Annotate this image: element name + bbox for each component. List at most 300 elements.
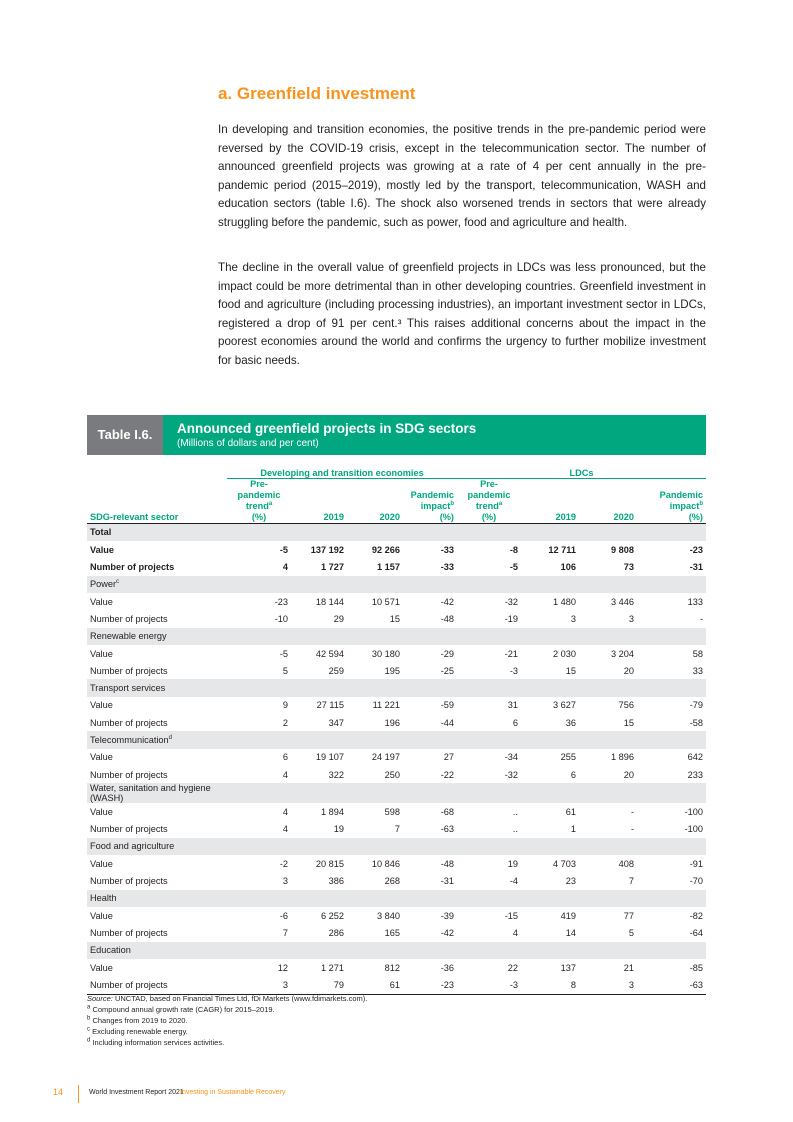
table-cell: 15	[623, 717, 634, 728]
table-cell	[347, 679, 403, 696]
table-cell	[521, 628, 579, 645]
table-cell	[347, 783, 403, 803]
table-row	[87, 907, 706, 924]
table-cell	[579, 942, 637, 959]
table-cell: 7	[394, 824, 400, 835]
table-cell: 30 180	[371, 648, 400, 659]
table-cell: -2	[279, 858, 288, 869]
table-body	[87, 523, 706, 994]
table-cell: 812	[384, 962, 400, 973]
table-cell: -70	[689, 876, 703, 887]
table-cell: 3	[579, 976, 637, 994]
table-cell	[579, 890, 637, 907]
table-row	[87, 541, 706, 558]
table-cell	[579, 628, 637, 645]
table-cell: 20	[623, 665, 634, 676]
table-cell: -91	[689, 858, 703, 869]
table-cell	[291, 890, 347, 907]
column-header-pre-trend: Pre-pandemic trend$^a$ (%)	[227, 478, 291, 523]
row-label: Number of projects	[90, 927, 168, 938]
table-cell: 3	[227, 976, 291, 994]
table-cell	[403, 576, 457, 593]
table-cell: -23	[403, 976, 457, 994]
table-row	[87, 697, 706, 714]
footnote-c: $^c$ Excluding renewable energy.	[87, 1026, 188, 1036]
table-cell	[291, 523, 347, 541]
column-header-pre-trend: Pre-pandemic trend$^a$ (%)	[457, 478, 521, 523]
table-cell: -100	[684, 806, 703, 817]
table-cell: 15	[565, 665, 576, 676]
table-cell: 19	[507, 858, 518, 869]
table-cell: -34	[504, 752, 518, 763]
table-cell	[521, 523, 579, 541]
table-cell: 14	[565, 927, 576, 938]
table-cell: -32	[504, 596, 518, 607]
table-cell: -63	[440, 824, 454, 835]
table-cell: 259	[328, 665, 344, 676]
table-cell: 386	[328, 876, 344, 887]
table-row	[87, 766, 706, 783]
row-label: Value	[90, 648, 113, 659]
table-cell: 9	[282, 700, 288, 711]
table-cell: -10	[274, 613, 288, 624]
table-row	[87, 821, 706, 838]
table-row	[87, 662, 706, 679]
table-cell: 255	[560, 752, 576, 763]
table-cell: 92 266	[371, 544, 400, 555]
table-cell: -58	[689, 717, 703, 728]
table-cell: 5	[628, 927, 634, 938]
table-cell	[457, 890, 521, 907]
table-cell: -39	[440, 910, 454, 921]
body-paragraph-1: In developing and transition economies, the positive trends in the pre-pandemic period were reversed by the COVID-19 crisis, except in the telecommunication sector. The number of announced greenfield projects was growing at a rate of 4 per cent annually in the pre-pandemic period (2015–2019), mostly led by the transport, telecommunication, WASH and education sectors (table I.6). The shock also worsened trends in sectors that were already struggling before the pandemic, such as power, food and agriculture and health.	[218, 123, 706, 229]
row-label: Value	[90, 910, 113, 921]
table-cell: -64	[689, 927, 703, 938]
table-cell: 250	[384, 769, 400, 780]
table-cell: 12	[277, 962, 288, 973]
row-label: Number of projects	[90, 717, 168, 728]
column-header-sector: SDG-relevant sector	[87, 478, 227, 523]
table-cell: 3	[570, 613, 576, 624]
table-cell: 165	[384, 927, 400, 938]
table-row	[87, 749, 706, 766]
table-cell: 15	[389, 613, 400, 624]
table-cell	[637, 890, 706, 907]
table-cell: 7	[628, 876, 634, 887]
table-cell: -3	[509, 665, 518, 676]
table-cell: 4	[282, 769, 288, 780]
row-label: Value	[90, 544, 115, 555]
table-cell: 19	[333, 824, 344, 835]
column-header-2019: 2019	[521, 478, 579, 523]
table-cell: 29	[333, 613, 344, 624]
table-cell	[347, 523, 403, 541]
table-cell: 27	[443, 752, 454, 763]
table-cell	[227, 628, 291, 645]
table-cell	[521, 679, 579, 696]
table-cell: 22	[507, 962, 518, 973]
table-cell	[291, 679, 347, 696]
table-cell	[637, 942, 706, 959]
table-cell: -68	[440, 806, 454, 817]
table-label: Table I.6.	[87, 415, 163, 455]
table-cell: -33	[440, 544, 454, 555]
page-number: 14	[53, 1087, 64, 1097]
column-header-pandemic-impact: Pandemic impact$^b$ (%)	[403, 478, 457, 523]
table-cell: 1 727	[321, 562, 344, 573]
table-cell	[291, 942, 347, 959]
table-cell: 77	[623, 910, 634, 921]
sector-row	[87, 783, 706, 803]
footnote-d: $^d$ Including information services activities.	[87, 1037, 225, 1047]
row-label: Value	[90, 858, 113, 869]
table-cell: 756	[618, 700, 634, 711]
table-cell	[457, 679, 521, 696]
table-cell	[579, 679, 637, 696]
table-cell	[403, 731, 457, 748]
table-cell: 3	[282, 876, 288, 887]
column-header-pandemic-impact: Pandemic impact$^b$ (%)	[637, 478, 706, 523]
table-cell: -22	[440, 769, 454, 780]
row-label: Value	[90, 962, 113, 973]
table-cell	[521, 890, 579, 907]
table-cell	[403, 783, 457, 803]
table-cell: 6	[570, 769, 576, 780]
group-header-dte: Developing and transition economies	[227, 461, 457, 478]
table-cell: 7	[282, 927, 288, 938]
row-label: Number of projects	[90, 876, 168, 887]
table-cell: 347	[328, 717, 344, 728]
table-cell	[637, 731, 706, 748]
table-cell: -79	[689, 700, 703, 711]
table-cell: 2 030	[553, 648, 576, 659]
table-cell	[457, 523, 521, 541]
table-title: Announced greenfield projects in SDG sectors	[177, 421, 477, 436]
column-header-2019: 2019	[291, 478, 347, 523]
table-cell	[227, 731, 291, 748]
table-cell	[521, 942, 579, 959]
table-cell: 419	[560, 910, 576, 921]
row-label: Value	[90, 596, 113, 607]
table-cell: -48	[440, 613, 454, 624]
table-cell: 195	[384, 665, 400, 676]
table-cell: -42	[440, 927, 454, 938]
table-row	[87, 872, 706, 889]
table-cell: 408	[618, 858, 634, 869]
table-cell	[579, 838, 637, 855]
table-cell	[291, 731, 347, 748]
table-cell: 31	[507, 700, 518, 711]
table-cell: -33	[440, 562, 454, 573]
report-subtitle: Investing in Sustainable Recovery	[180, 1089, 286, 1096]
sector-row	[87, 838, 706, 855]
table-cell: -	[630, 824, 634, 835]
table-cell: 3 446	[611, 596, 634, 607]
table-cell: -42	[440, 596, 454, 607]
table-cell	[227, 679, 291, 696]
table-cell	[579, 523, 637, 541]
table-cell: 58	[692, 648, 703, 659]
table-cell: -85	[689, 962, 703, 973]
table-cell	[347, 576, 403, 593]
table-cell: -32	[504, 769, 518, 780]
sector-row	[87, 942, 706, 959]
table-cell	[457, 576, 521, 593]
table-cell: 33	[692, 665, 703, 676]
table-cell	[521, 838, 579, 855]
table-cell: 3 627	[553, 700, 576, 711]
table-header-banner	[87, 415, 706, 455]
table-cell	[227, 783, 291, 803]
table-cell: 61	[347, 976, 403, 994]
table-cell: -63	[637, 976, 706, 994]
table-cell: 1 480	[553, 596, 576, 607]
table-cell	[227, 523, 291, 541]
table-row	[87, 959, 706, 976]
table-row	[87, 645, 706, 662]
table-cell: 20	[623, 769, 634, 780]
table-cell	[403, 679, 457, 696]
table-cell	[637, 576, 706, 593]
table-cell	[347, 731, 403, 748]
table-cell: 18 144	[315, 596, 344, 607]
column-header-2020: 2020	[347, 478, 403, 523]
table-cell: 12 711	[548, 544, 576, 555]
table-cell: 1	[570, 824, 576, 835]
table-cell: 10 571	[371, 596, 400, 607]
table-cell: -59	[440, 700, 454, 711]
table-subtitle: (Millions of dollars and per cent)	[177, 438, 319, 449]
table-cell: 3 204	[611, 648, 634, 659]
table-cell	[403, 890, 457, 907]
table-cell	[457, 628, 521, 645]
table-row	[87, 610, 706, 627]
column-header-2020: 2020	[579, 478, 637, 523]
table-cell: -100	[684, 824, 703, 835]
table-cell	[637, 628, 706, 645]
table-cell	[403, 523, 457, 541]
table-cell: 6 252	[321, 910, 344, 921]
table-cell: -29	[440, 648, 454, 659]
table-cell	[521, 783, 579, 803]
source-note: Source: UNCTAD, based on Financial Times Ltd, fDi Markets (www.fdimarkets.com).	[87, 994, 368, 1003]
table-cell: 106	[560, 562, 576, 573]
table-cell: ..	[512, 806, 518, 817]
table-cell: 61	[565, 806, 576, 817]
table-cell	[347, 890, 403, 907]
table-cell: -44	[440, 717, 454, 728]
footnote-a: $^a$ Compound annual growth rate (CAGR) for 2015–2019.	[87, 1004, 275, 1014]
row-label: Number of projects	[90, 769, 168, 780]
row-label: Value	[90, 752, 113, 763]
table-cell	[457, 783, 521, 803]
footnote-b: $^b$ Changes from 2019 to 2020.	[87, 1015, 188, 1025]
table-title-box	[163, 415, 706, 455]
table-cell	[403, 942, 457, 959]
table-cell: 137 192	[310, 544, 344, 555]
table-cell	[291, 628, 347, 645]
table-cell: 196	[384, 717, 400, 728]
table-cell: 24 197	[371, 752, 400, 763]
table-cell: -23	[689, 544, 703, 555]
row-label: Number of projects	[90, 824, 168, 835]
table-cell: 20 815	[315, 858, 344, 869]
table-cell	[291, 838, 347, 855]
table-cell: 3	[628, 613, 634, 624]
table-cell: 19 107	[315, 752, 344, 763]
table-cell	[521, 576, 579, 593]
table-cell	[637, 783, 706, 803]
table-row	[87, 714, 706, 731]
table-cell: 27 115	[316, 700, 344, 711]
table-cell: 598	[384, 806, 400, 817]
table-cell: -5	[279, 544, 288, 555]
table-cell: -31	[440, 876, 454, 887]
table-cell: 268	[384, 876, 400, 887]
table-cell	[403, 628, 457, 645]
table-cell: 4	[512, 927, 518, 938]
table-cell: -	[699, 613, 703, 624]
row-label: Water, sanitation and hygiene (WASH)	[87, 783, 227, 803]
table-cell	[227, 838, 291, 855]
table-cell: -4	[509, 876, 518, 887]
table-row	[87, 803, 706, 820]
row-footnote-mark: d	[168, 734, 172, 741]
table-cell: -6	[279, 910, 288, 921]
table-cell	[579, 576, 637, 593]
table-cell: -	[630, 806, 634, 817]
table-cell: -31	[689, 562, 703, 573]
group-header-row	[87, 461, 706, 478]
table-row	[87, 593, 706, 610]
row-label: Telecommunication$^d$	[87, 731, 227, 748]
table-cell	[227, 576, 291, 593]
table-cell: 4	[282, 806, 288, 817]
table-cell: 1 896	[611, 752, 634, 763]
table-cell	[579, 731, 637, 748]
row-label: Education	[87, 942, 227, 959]
table-cell	[637, 838, 706, 855]
table-cell	[457, 838, 521, 855]
table-cell: 6	[282, 752, 288, 763]
table-row	[87, 855, 706, 872]
table-cell: 3 840	[377, 910, 400, 921]
sector-row	[87, 679, 706, 696]
table-cell	[521, 731, 579, 748]
table-cell: -23	[274, 596, 288, 607]
table-cell: 2	[282, 717, 288, 728]
table-cell: -3	[457, 976, 521, 994]
body-paragraph-2: The decline in the overall value of greenfield projects in LDCs was less pronounced, but the impact could be more detrimental than in other developing countries. Greenfield investment in food and agriculture (including processing industries), an important investment sector in LDCs, registered a drop of 91 per cent.³ This raises additional concerns about the impact in the poorest economies around the world and confirms the urgency to further mobilize investment for basic needs.	[218, 261, 706, 367]
row-footnote-mark: c	[116, 579, 120, 586]
table-cell: 642	[687, 752, 703, 763]
table-cell: 322	[328, 769, 344, 780]
table-cell	[403, 838, 457, 855]
table-cell	[227, 890, 291, 907]
table-cell: 79	[291, 976, 347, 994]
table-cell: -82	[689, 910, 703, 921]
row-label: Number of projects	[90, 562, 175, 573]
table-cell: -5	[279, 648, 288, 659]
sector-row	[87, 628, 706, 645]
table-cell: 133	[687, 596, 703, 607]
table-cell	[347, 838, 403, 855]
table-row	[87, 558, 706, 575]
table-cell	[457, 942, 521, 959]
row-label: Health	[87, 890, 227, 907]
table-cell: 4	[282, 562, 288, 573]
table-cell: 23	[565, 876, 576, 887]
table-cell: -19	[504, 613, 518, 624]
table-cell: 1 271	[321, 962, 344, 973]
table-cell	[291, 783, 347, 803]
table-cell: 73	[623, 562, 634, 573]
table-cell: ..	[512, 824, 518, 835]
table-cell: 4	[282, 824, 288, 835]
table-cell: 137	[560, 962, 576, 973]
table-cell: 8	[521, 976, 579, 994]
table-row	[87, 976, 706, 994]
table-cell	[637, 523, 706, 541]
column-header-row	[87, 478, 706, 523]
table-cell: 1 157	[377, 562, 400, 573]
table-cell: -5	[509, 562, 518, 573]
row-label: Number of projects	[90, 613, 168, 624]
table-cell	[347, 942, 403, 959]
table-cell: 36	[565, 717, 576, 728]
sector-row	[87, 731, 706, 748]
table-cell	[457, 731, 521, 748]
row-label: Value	[90, 700, 113, 711]
table-notes	[87, 993, 367, 1048]
report-title: World Investment Report 2021	[89, 1089, 184, 1096]
table-cell	[227, 942, 291, 959]
table-cell: 286	[328, 927, 344, 938]
table-cell: 42 594	[315, 648, 344, 659]
section-heading: a. Greenfield investment	[218, 84, 416, 103]
row-label: Total	[87, 523, 227, 541]
table-cell: 6	[512, 717, 518, 728]
greenfield-table	[87, 461, 706, 995]
table-cell: -36	[440, 962, 454, 973]
sector-row	[87, 523, 706, 541]
table-row	[87, 924, 706, 941]
table-cell: 5	[282, 665, 288, 676]
sector-row	[87, 576, 706, 593]
table-cell	[637, 679, 706, 696]
table-cell: -48	[440, 858, 454, 869]
table-cell: -15	[504, 910, 518, 921]
table-cell	[347, 628, 403, 645]
table-cell	[291, 576, 347, 593]
row-label: Value	[90, 806, 113, 817]
table-cell	[579, 783, 637, 803]
sector-row	[87, 890, 706, 907]
row-label: Food and agriculture	[87, 838, 227, 855]
table-cell: 4 703	[553, 858, 576, 869]
row-label: Renewable energy	[87, 628, 227, 645]
table-cell: 21	[623, 962, 634, 973]
row-label: Number of projects	[90, 665, 168, 676]
group-header-ldc: LDCs	[457, 461, 706, 478]
table-cell: -25	[440, 665, 454, 676]
footer-divider	[78, 1085, 79, 1103]
row-label: Power$^c$	[87, 576, 227, 593]
row-label: Number of projects	[87, 976, 227, 994]
table-cell: 10 846	[371, 858, 400, 869]
table-cell: -21	[504, 648, 518, 659]
table-cell: 11 221	[372, 700, 400, 711]
